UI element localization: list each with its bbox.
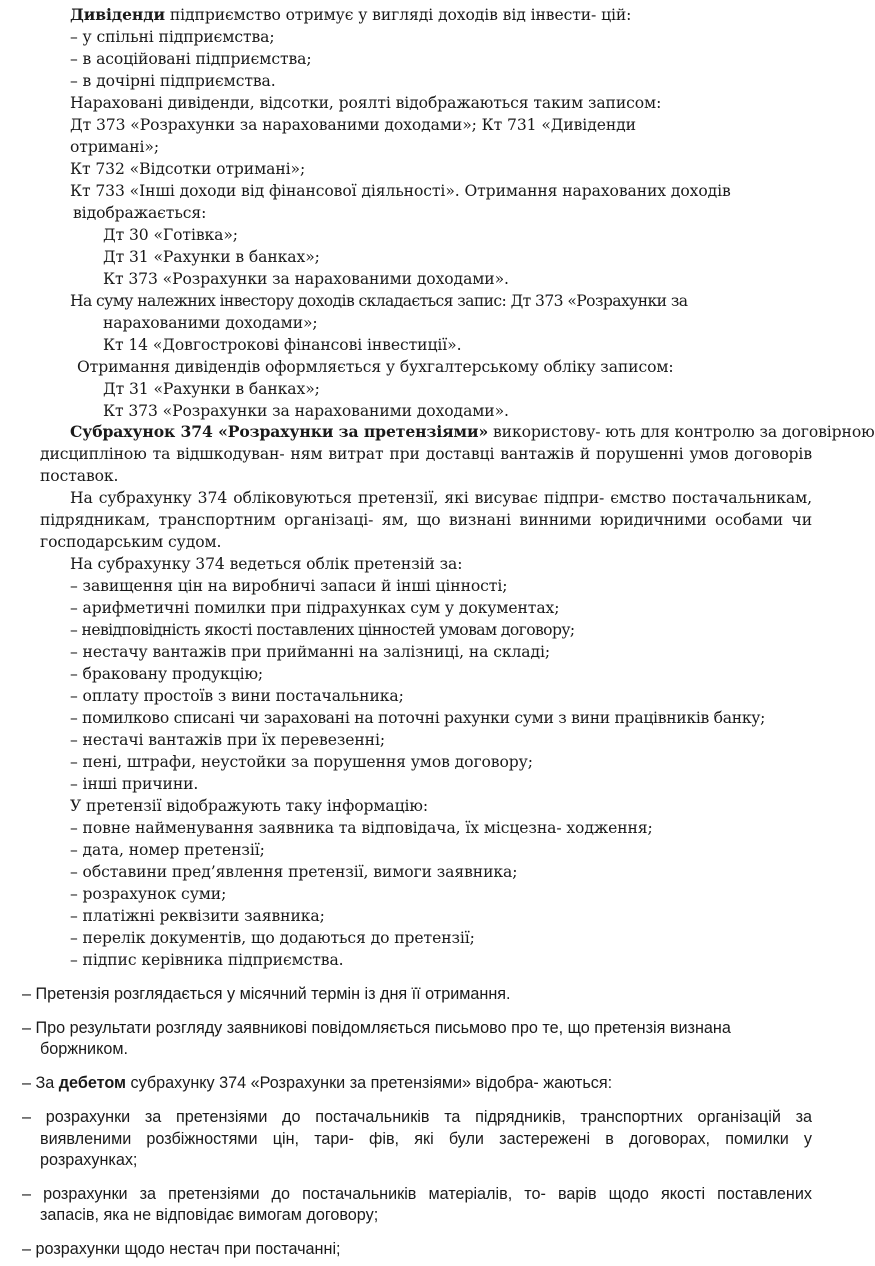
investor-line: нарахованими доходами»; (103, 314, 318, 332)
info-intro: У претензії відображують таку інформацію: (70, 797, 429, 815)
list-item: – обставини пред’явлення претензії, вимоги заявника; (70, 863, 518, 881)
list-item: – розрахунок суми; (70, 885, 227, 903)
debit-line (22, 1070, 612, 1096)
notify-line: боржником. (40, 1040, 128, 1059)
claims-line: підрядникам, транспортним організаці- ям, що визнані винними юридичними особами чи (40, 511, 812, 529)
list-item: – дата, номер претензії; (70, 841, 265, 859)
list-item: – браковану продукцію; (70, 665, 264, 683)
entry-line: отримані»; (70, 138, 159, 156)
list-item: – нестачі вантажів при їх перевезенні; (70, 731, 386, 749)
entry-line: відображається: (73, 204, 207, 222)
term-line: – Претензія розглядається у місячний термін із дня її отримання. (22, 985, 511, 1003)
entry-line: Дт 373 «Розрахунки за нарахованими доходами»; Кт 731 «Дивіденди (70, 116, 636, 134)
list-item: – платіжні реквізити заявника; (70, 907, 325, 925)
calc-line: – розрахунки за претензіями до постачальників матеріалів, то- варів щодо якості поставлених (22, 1184, 812, 1203)
subaccount-paragraph (70, 421, 875, 443)
claims-line: На субрахунку 374 обліковуються претензії, які висуває підпри- ємство постачальникам, (70, 489, 812, 507)
list-item: – повне найменування заявника та відповідача, їх місцезна- ходження; (70, 819, 653, 837)
investor-line: Кт 14 «Довгострокові фінансові інвестиції». (103, 336, 462, 354)
claims-intro: На субрахунку 374 ведеться облік претензій за: (70, 555, 463, 573)
calc-line: – розрахунки за претензіями до постачальників та підрядників, транспортних організацій за (22, 1108, 812, 1127)
list-item: – підпис керівника підприємства. (70, 951, 344, 969)
entry-line: Кт 732 «Відсотки отримані»; (70, 160, 306, 178)
dividends-term: Дивіденди (70, 5, 165, 24)
posting-line: Дт 31 «Рахунки в банках»; (103, 248, 320, 266)
posting-line: Кт 373 «Розрахунки за нарахованими доходами». (103, 270, 509, 288)
entry-intro: Нараховані дивіденди, відсотки, роялті відображаються таким записом: (70, 94, 662, 112)
list-item: – інші причини. (70, 775, 199, 793)
dividends-paragraph (70, 4, 631, 26)
subaccount-title: Субрахунок 374 «Розрахунки за претензіями» (70, 422, 489, 441)
posting-line: Дт 30 «Готівка»; (103, 226, 238, 244)
list-item: – пені, штрафи, неустойки за порушення умов договору; (70, 753, 533, 771)
list-item: – завищення цін на виробничі запаси й інші цінності; (70, 577, 508, 595)
list-item: – арифметичні помилки при підрахунках сум у документах; (70, 599, 560, 617)
calc-line: виявленими розбіжностями цін, тари- фів, які були застережені в договорах, помилки у (40, 1129, 812, 1148)
list-item: – у спільні підприємства; (70, 28, 275, 46)
receipt-intro: Отримання дивідендів оформляється у бухгалтерському обліку записом: (77, 358, 674, 376)
debit-prefix: – За (22, 1074, 59, 1093)
list-item: – нестачу вантажів при прийманні на залізниці, на складі; (70, 643, 551, 661)
debit-text: субрахунку 374 «Розрахунки за претензіями» відобра- жаються: (126, 1074, 613, 1093)
debit-term: дебетом (58, 1074, 126, 1093)
posting-line: Кт 373 «Розрахунки за нарахованими доходами». (103, 402, 509, 420)
subaccount-line: дисципліною та відшкодуван- ням витрат при доставці вантажів й порушенні умов договорів (40, 445, 812, 463)
list-item: – невідповідність якості поставлених цінностей умовам договору; (70, 621, 575, 639)
subaccount-text: використову- ють для контролю за договірною (488, 423, 875, 441)
list-item: – в дочірні підприємства. (70, 72, 276, 90)
subaccount-line: поставок. (40, 467, 119, 485)
list-item: – оплату простоїв з вини постачальника; (70, 687, 404, 705)
list-item: – в асоційовані підприємства; (70, 50, 312, 68)
entry-line: Кт 733 «Інші доходи від фінансової діяльності». Отримання нарахованих доходів (70, 182, 731, 200)
list-item: – перелік документів, що додаються до претензії; (70, 929, 475, 947)
posting-line: Дт 31 «Рахунки в банках»; (103, 380, 320, 398)
claims-line: господарським судом. (40, 533, 222, 551)
calc-line: – розрахунки щодо нестач при постачанні; (22, 1240, 341, 1258)
notify-line: – Про результати розгляду заявникові повідомляється письмово про те, що претензія визнана (22, 1019, 731, 1038)
investor-line: На суму належних інвестору доходів складається запис: Дт 373 «Розрахунки за (70, 292, 688, 310)
list-item: – помилково списані чи зараховані на поточні рахунки суми з вини працівників банку; (70, 709, 766, 727)
calc-line: запасів, яка не відповідає вимогам договору; (40, 1205, 379, 1224)
dividends-text: підприємство отримує у вигляді доходів від інвести- цій: (164, 6, 632, 24)
calc-line: розрахунках; (40, 1150, 138, 1169)
